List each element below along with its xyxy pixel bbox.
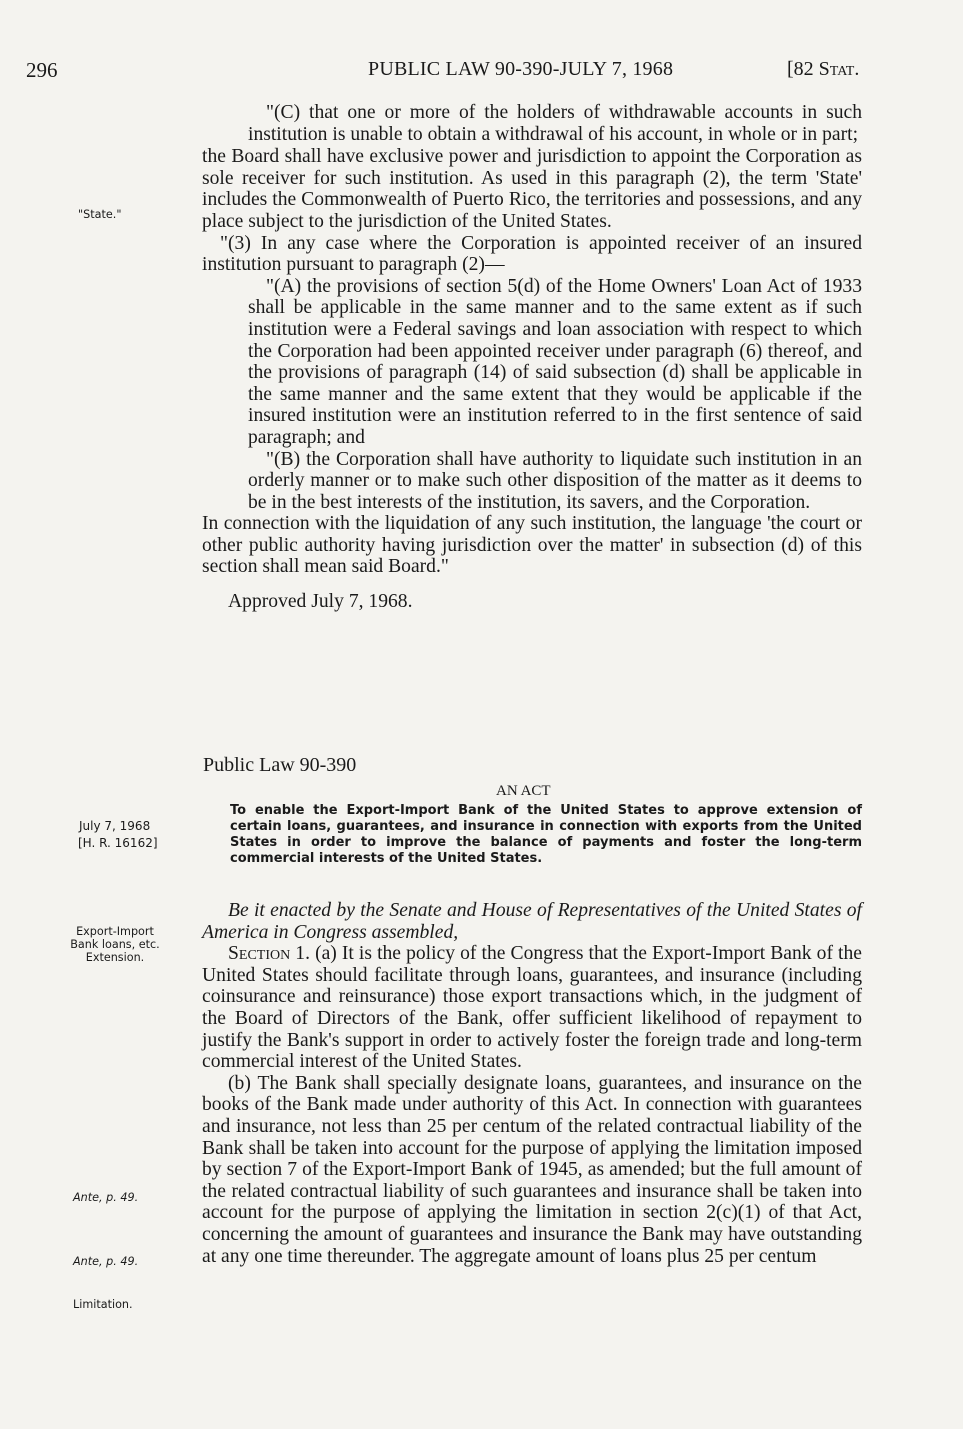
- clause-b: "(B) the Corporation shall have authority to liquidate such institution in an orderly manner or to make such other disposition of the matter as it deems to be in the best interests of the institution, its savers, and the Corporation.: [248, 448, 862, 513]
- stat-word: Stat.: [818, 58, 860, 80]
- section-1a-text: (a) It is the policy of the Congress that the Export-Import Bank of the United States should facilitate through loans, guarantees, and insurance (including coinsurance and reinsurance) those export transactions which, in the judgment of the Board of Directors of the Bank, offer sufficient likelihood of repayment to justify the Bank's support in order to actively foster the foreign trade and long-term commercial interest of the United States.: [202, 943, 862, 1073]
- margin-note-ante-1: Ante, p. 49.: [73, 1191, 139, 1204]
- paragraph-3: "(3) In any case where the Corporation is appointed receiver of an insured institution pursuant to paragraph (2)—: [202, 232, 862, 276]
- margin-note-bill: [H. R. 16162]: [78, 836, 158, 850]
- margin-note-state: "State.": [78, 208, 122, 221]
- previous-law-text: [202, 102, 862, 613]
- stat-prefix: [82: [787, 58, 819, 80]
- section-1b: (b) The Bank shall specially designate loans, guarantees, and insurance on the books of the Bank made under authority of this Act. In connection with guarantees and insurance, not less than 25 per centum of the related contractual liability of the Bank shall be taken into account for the purpose of applying the limitation imposed by section 7 of the Export-Import Bank of 1945, as amended; but the full amount of the related contractual liability of such guarantees and insurance shall be taken into account for the purpose of applying the limitation in section 2(c)(1) of that Act, concerning the amount of guarantees and insurance the Bank may have outstanding at any one time thereunder. The aggregate amount of loans plus 25 per centum: [202, 1072, 862, 1267]
- section-label: Section 1.: [228, 943, 310, 965]
- margin-note-bank-loans: Bank loans, etc.: [70, 938, 160, 951]
- page-number: 296: [26, 58, 58, 82]
- margin-note-date: July 7, 1968: [79, 819, 151, 833]
- public-law-title: Public Law 90-390: [203, 754, 357, 776]
- board-paragraph: the Board shall have exclusive power and jurisdiction to appoint the Corporation as sole receiver for such institution. As used in this paragraph (2), the term 'State' includes the Commonwealth of Puerto Rico, the territories and possessions, and any place subject to the jurisdiction of the United States.: [202, 146, 862, 232]
- margin-note-export-import: Export-Import: [76, 925, 154, 938]
- margin-note-ante-2: Ante, p. 49.: [73, 1255, 139, 1268]
- enacting-clause: Be it enacted by the Senate and House of Representatives of the United States of America in Congress assembled,: [202, 900, 862, 943]
- page-header: [0, 58, 963, 88]
- act-description: To enable the Export-Import Bank of the United States to approve extension of certain loans, guarantees, and insurance in connection with exports from the United States in order to improve the balance of payments and foster the long-term commercial interests of the United States.: [230, 803, 862, 866]
- section-1a: [202, 943, 862, 1073]
- clause-a: "(A) the provisions of section 5(d) of the Home Owners' Loan Act of 1933 shall be applicable in the same manner and to the same extent as if such institution were a Federal savings and loan association with respect to which the Corporation had been appointed receiver under paragraph (6) thereof, and the provisions of paragraph (14) of said subsection (d) shall be applicable in the same manner and the same extent that they would be applicable if the insured institution were an institution referred to in the first sentence of said paragraph; and: [248, 275, 862, 448]
- new-law-text: [202, 900, 862, 1267]
- approval-line: Approved July 7, 1968.: [228, 591, 413, 613]
- connection-paragraph: In connection with the liquidation of any such institution, the language 'the court or other public authority having jurisdiction over the matter' in subsection (d) of this section shall mean said Board.": [202, 513, 862, 578]
- running-title: PUBLIC LAW 90-390-JULY 7, 1968: [368, 58, 674, 80]
- margin-note-extension: Extension.: [85, 951, 145, 964]
- an-act-heading: AN ACT: [496, 783, 551, 799]
- statute-citation: [787, 58, 859, 81]
- margin-note-limitation: Limitation.: [73, 1298, 133, 1311]
- clause-c: "(C) that one or more of the holders of withdrawable accounts in such institution is unable to obtain a withdrawal of his account, in whole or in part;: [248, 102, 862, 145]
